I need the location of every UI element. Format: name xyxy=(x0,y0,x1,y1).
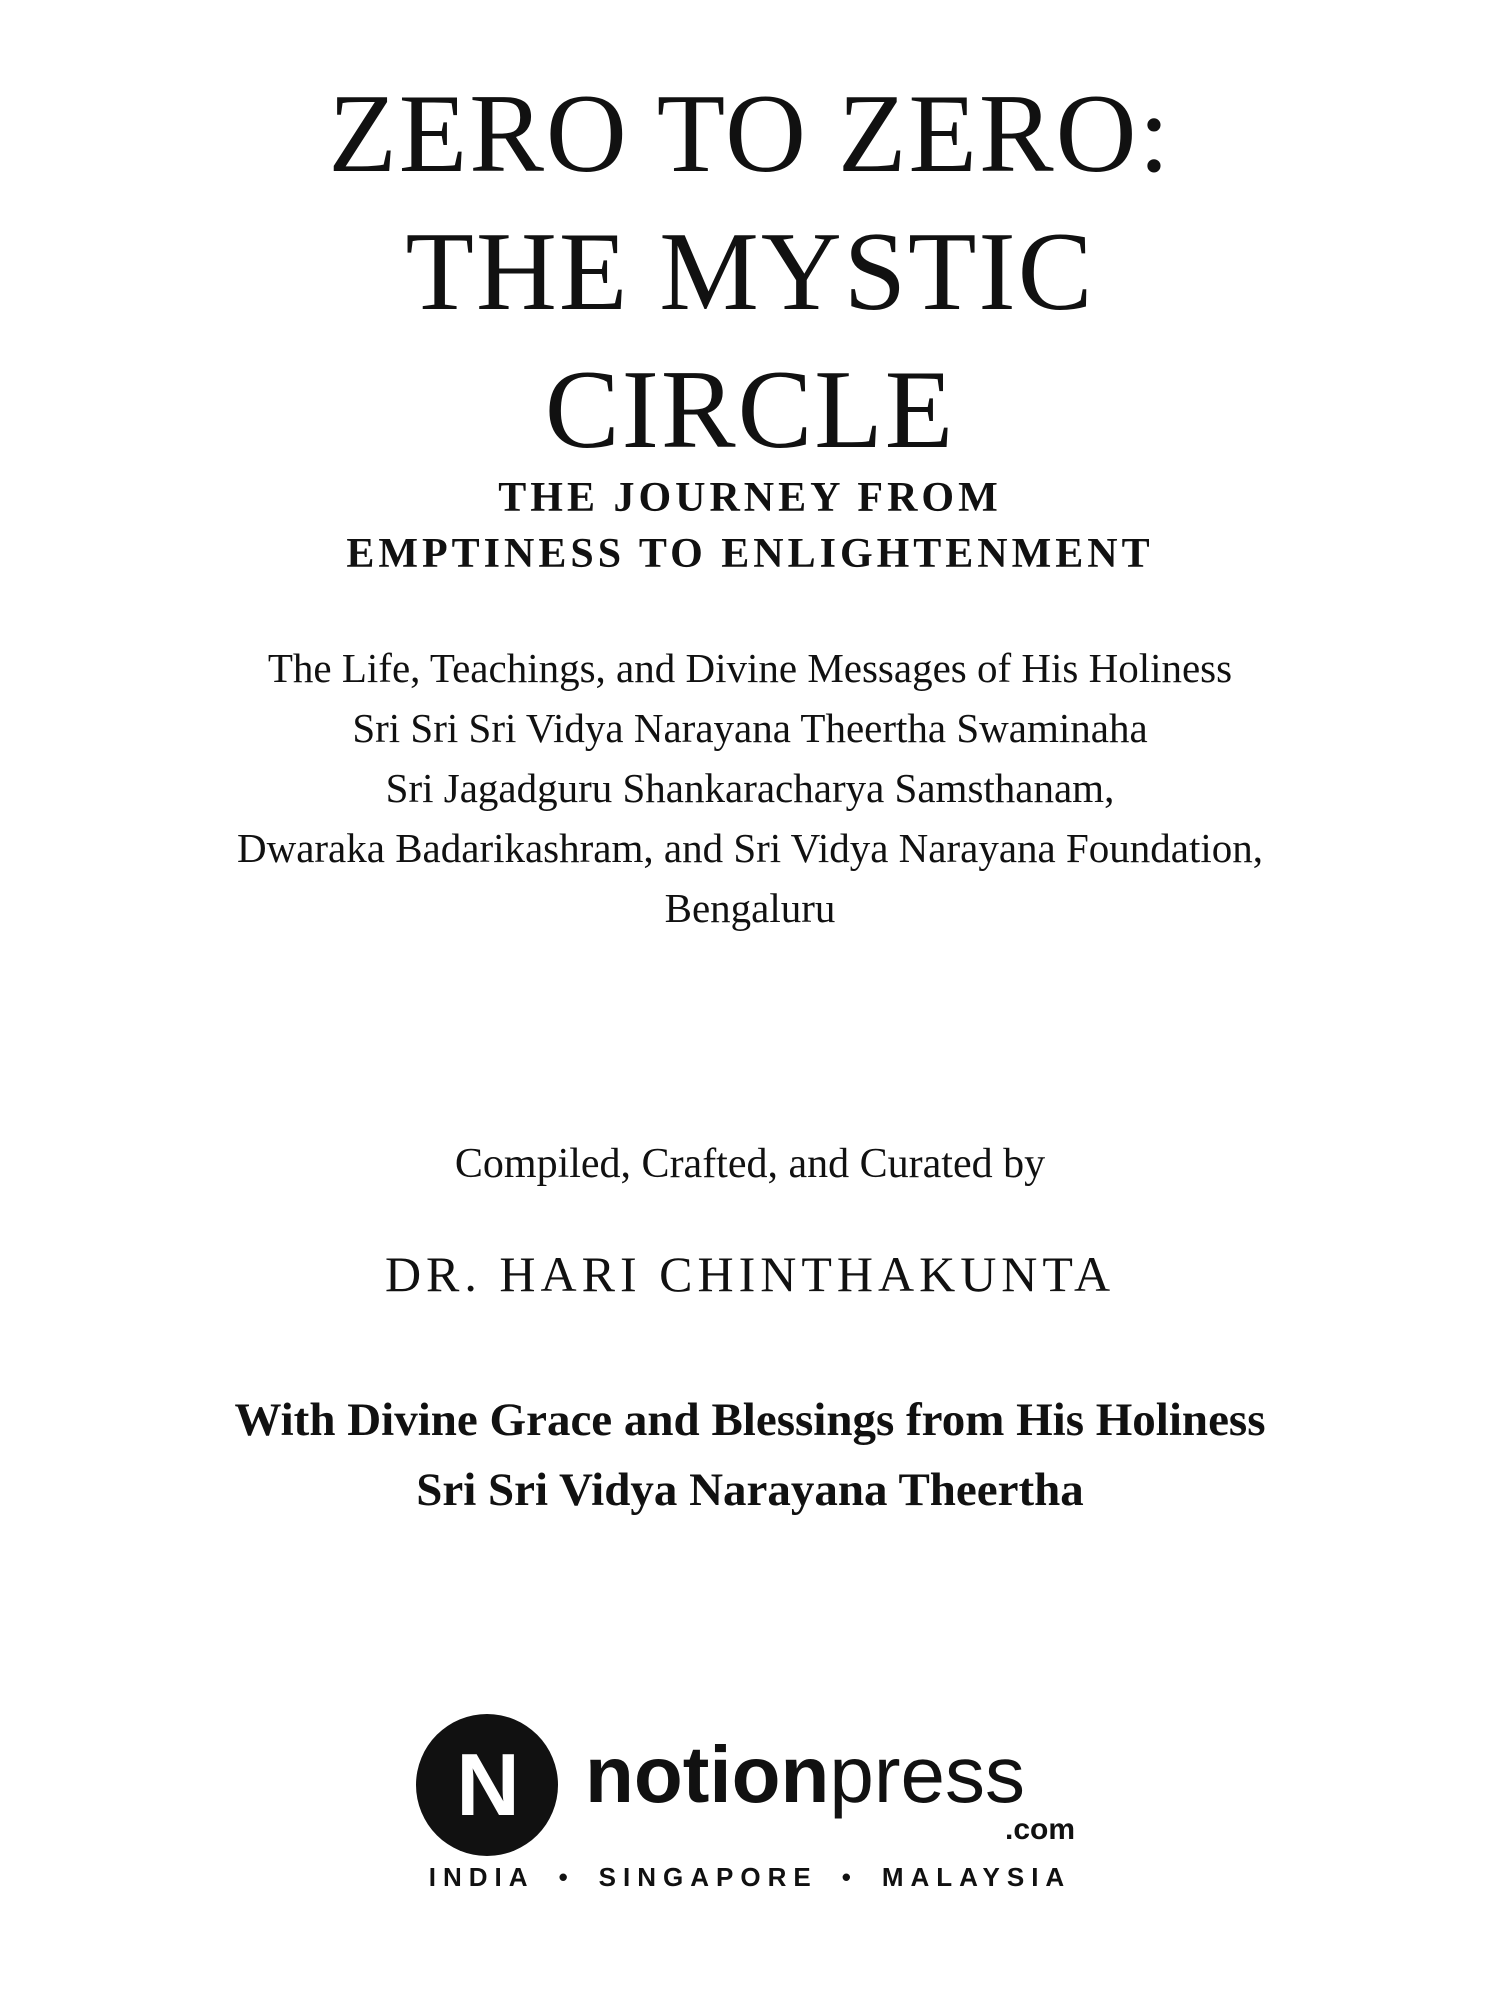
description-line-5: Bengaluru xyxy=(664,885,836,931)
book-title-line-3: CIRCLE xyxy=(544,348,956,472)
blessing-line-2: Sri Sri Vidya Narayana Theertha xyxy=(416,1464,1084,1516)
location-separator: • xyxy=(841,1862,858,1892)
publisher-logo xyxy=(415,1713,1095,1846)
book-subtitle xyxy=(0,470,1500,582)
publisher-domain: .com xyxy=(1005,1813,1076,1846)
publisher-name-light: press xyxy=(829,1730,1025,1819)
publisher-name-bold: notion xyxy=(585,1730,830,1819)
description-line-4: Dwaraka Badarikashram, and Sri Vidya Narayana Foundation, xyxy=(236,825,1264,871)
book-description xyxy=(0,638,1500,938)
description-line-2: Sri Sri Sri Vidya Narayana Theertha Swaminaha xyxy=(352,705,1148,751)
book-subtitle-line-1: THE JOURNEY FROM xyxy=(498,475,1002,521)
credit-label: Compiled, Crafted, and Curated by xyxy=(454,1141,1046,1187)
book-subtitle-line-2: EMPTINESS TO ENLIGHTENMENT xyxy=(346,531,1154,577)
book-title xyxy=(0,72,1500,472)
location-malaysia: MALAYSIA xyxy=(881,1862,1072,1892)
blessing-line-1: With Divine Grace and Blessings from His Holiness xyxy=(234,1394,1266,1446)
location-separator: • xyxy=(558,1862,575,1892)
book-title-line-2: THE MYSTIC xyxy=(405,210,1095,334)
location-india: INDIA xyxy=(428,1862,535,1892)
author-name: DR. HARI CHINTHAKUNTA xyxy=(384,1246,1116,1302)
logo-letter: N xyxy=(456,1735,520,1834)
blessing-text xyxy=(0,1385,1500,1525)
book-title-line-1: ZERO TO ZERO: xyxy=(328,72,1172,196)
description-line-3: Sri Jagadguru Shankaracharya Samsthanam, xyxy=(385,765,1115,811)
description-line-1: The Life, Teachings, and Divine Messages of His Holiness xyxy=(267,645,1233,691)
publisher-locations xyxy=(0,1862,1500,1893)
publisher-logo-mark xyxy=(415,1713,560,1858)
location-singapore: SINGAPORE xyxy=(598,1862,818,1892)
publisher-name xyxy=(585,1730,1025,1819)
